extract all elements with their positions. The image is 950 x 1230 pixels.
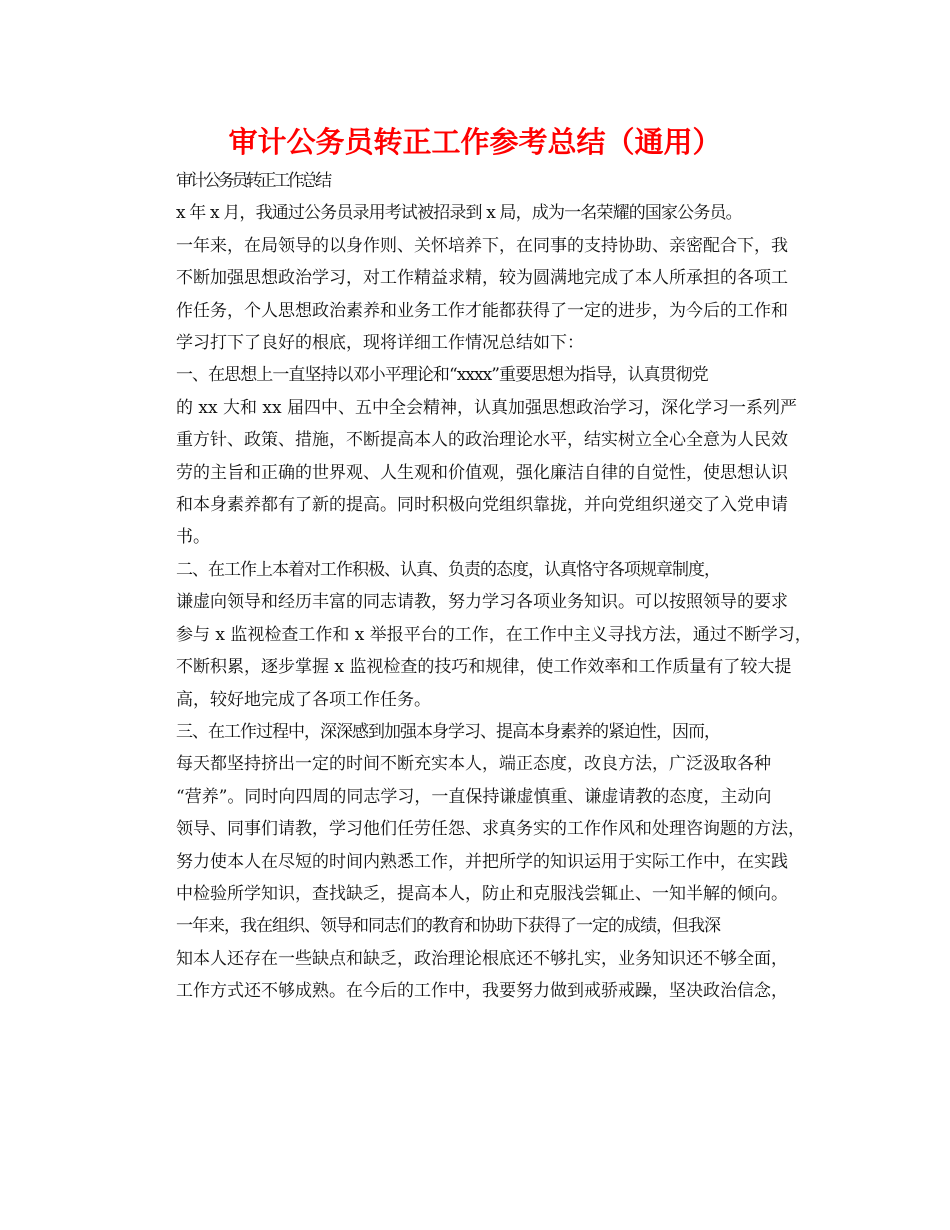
text-line: 书。 [176,527,210,548]
text-line: “营养”。同时向四周的同志学习，一直保持谦虚慎重、谦虚请教的态度，主动向 [176,786,772,807]
text-line: 审计公务员转正工作总结 [176,171,329,191]
text-line: 作任务，个人思想政治素养和业务工作才能都获得了一定的进步，为今后的工作和 [176,300,788,321]
text-line: x 年 x 月，我通过公务员录用考试被招录到 x 局，成为一名荣耀的国家公务员。 [176,203,742,224]
text-line: 和本身素养都有了新的提高。同时积极向党组织靠拢，并向党组织递交了入党申请 [176,495,788,516]
paragraph [142,910,812,1007]
paragraph [142,197,812,359]
paragraph [142,716,812,910]
text-line: 一年来，在局领导的以身作则、关怀培养下，在同事的支持协助、亲密配合下，我 [176,235,788,256]
text-line: 每天都坚持挤出一定的时间不断充实本人，端正态度，改良方法，广泛汲取各种 [176,754,771,775]
text-line: 知本人还存在一些缺点和缺乏，政治理论根底还不够扎实，业务知识还不够全面， [176,948,788,969]
document-title: 审计公务员转正工作参考总结（通用） [228,125,722,159]
paragraph [142,359,812,553]
document-body [142,165,812,1008]
text-line: 的 xx 大和 xx 届四中、五中全会精神，认真加强思想政治学习，深化学习一系列严 [176,397,797,418]
text-line: 一、在思想上一直坚持以邓小平理论和“xxxx”重要思想为指导，认真贯彻党 [176,365,708,386]
text-line: 二、在工作上本着对工作积极、认真、负责的态度，认真恪守各项规章制度， [176,559,720,580]
text-line: 三、在工作过程中，深深感到加强本身学习、提高本身素养的紧迫性，因而， [176,721,720,742]
text-line: 重方针、政策、措施，不断提高本人的政治理论水平，结实树立全心全意为人民效 [176,430,788,451]
paragraph [142,554,812,716]
paragraph [142,165,812,197]
text-line: 领导、同事们请教，学习他们任劳任怨、求真务实的工作作风和处理咨询题的方法， [176,819,805,840]
text-line: 中检验所学知识，查找缺乏，提高本人，防止和克服浅尝辄止、一知半解的倾向。 [176,883,788,904]
text-line: 努力使本人在尽短的时间内熟悉工作，并把所学的知识运用于实际工作中，在实践 [176,851,788,872]
text-line: 谦虚向领导和经历丰富的同志请教，努力学习各项业务知识。可以按照领导的要求 [176,592,788,613]
text-line: 不断加强思想政治学习，对工作精益求精，较为圆满地完成了本人所承担的各项工 [176,268,788,289]
text-line: 劳的主旨和正确的世界观、人生观和价值观，强化廉洁自律的自觉性，使思想认识 [176,462,788,483]
text-line: 高，较好地完成了各项工作任务。 [176,689,431,710]
text-line: 不断积累，逐步掌握 x 监视检查的技巧和规律，使工作效率和工作质量有了较大提 [176,657,792,678]
text-line: 工作方式还不够成熟。在今后的工作中，我要努力做到戒骄戒躁，坚决政治信念， [176,981,788,1002]
text-line: 学习打下了良好的根底，现将详细工作情况总结如下： [176,333,584,354]
text-line: 一年来，我在组织、领导和同志们的教育和协助下获得了一定的成绩，但我深 [176,916,720,937]
text-line: 参与 x 监视检查工作和 x 举报平台的工作，在工作中主义寻找方法，通过不断学习， [176,624,812,645]
